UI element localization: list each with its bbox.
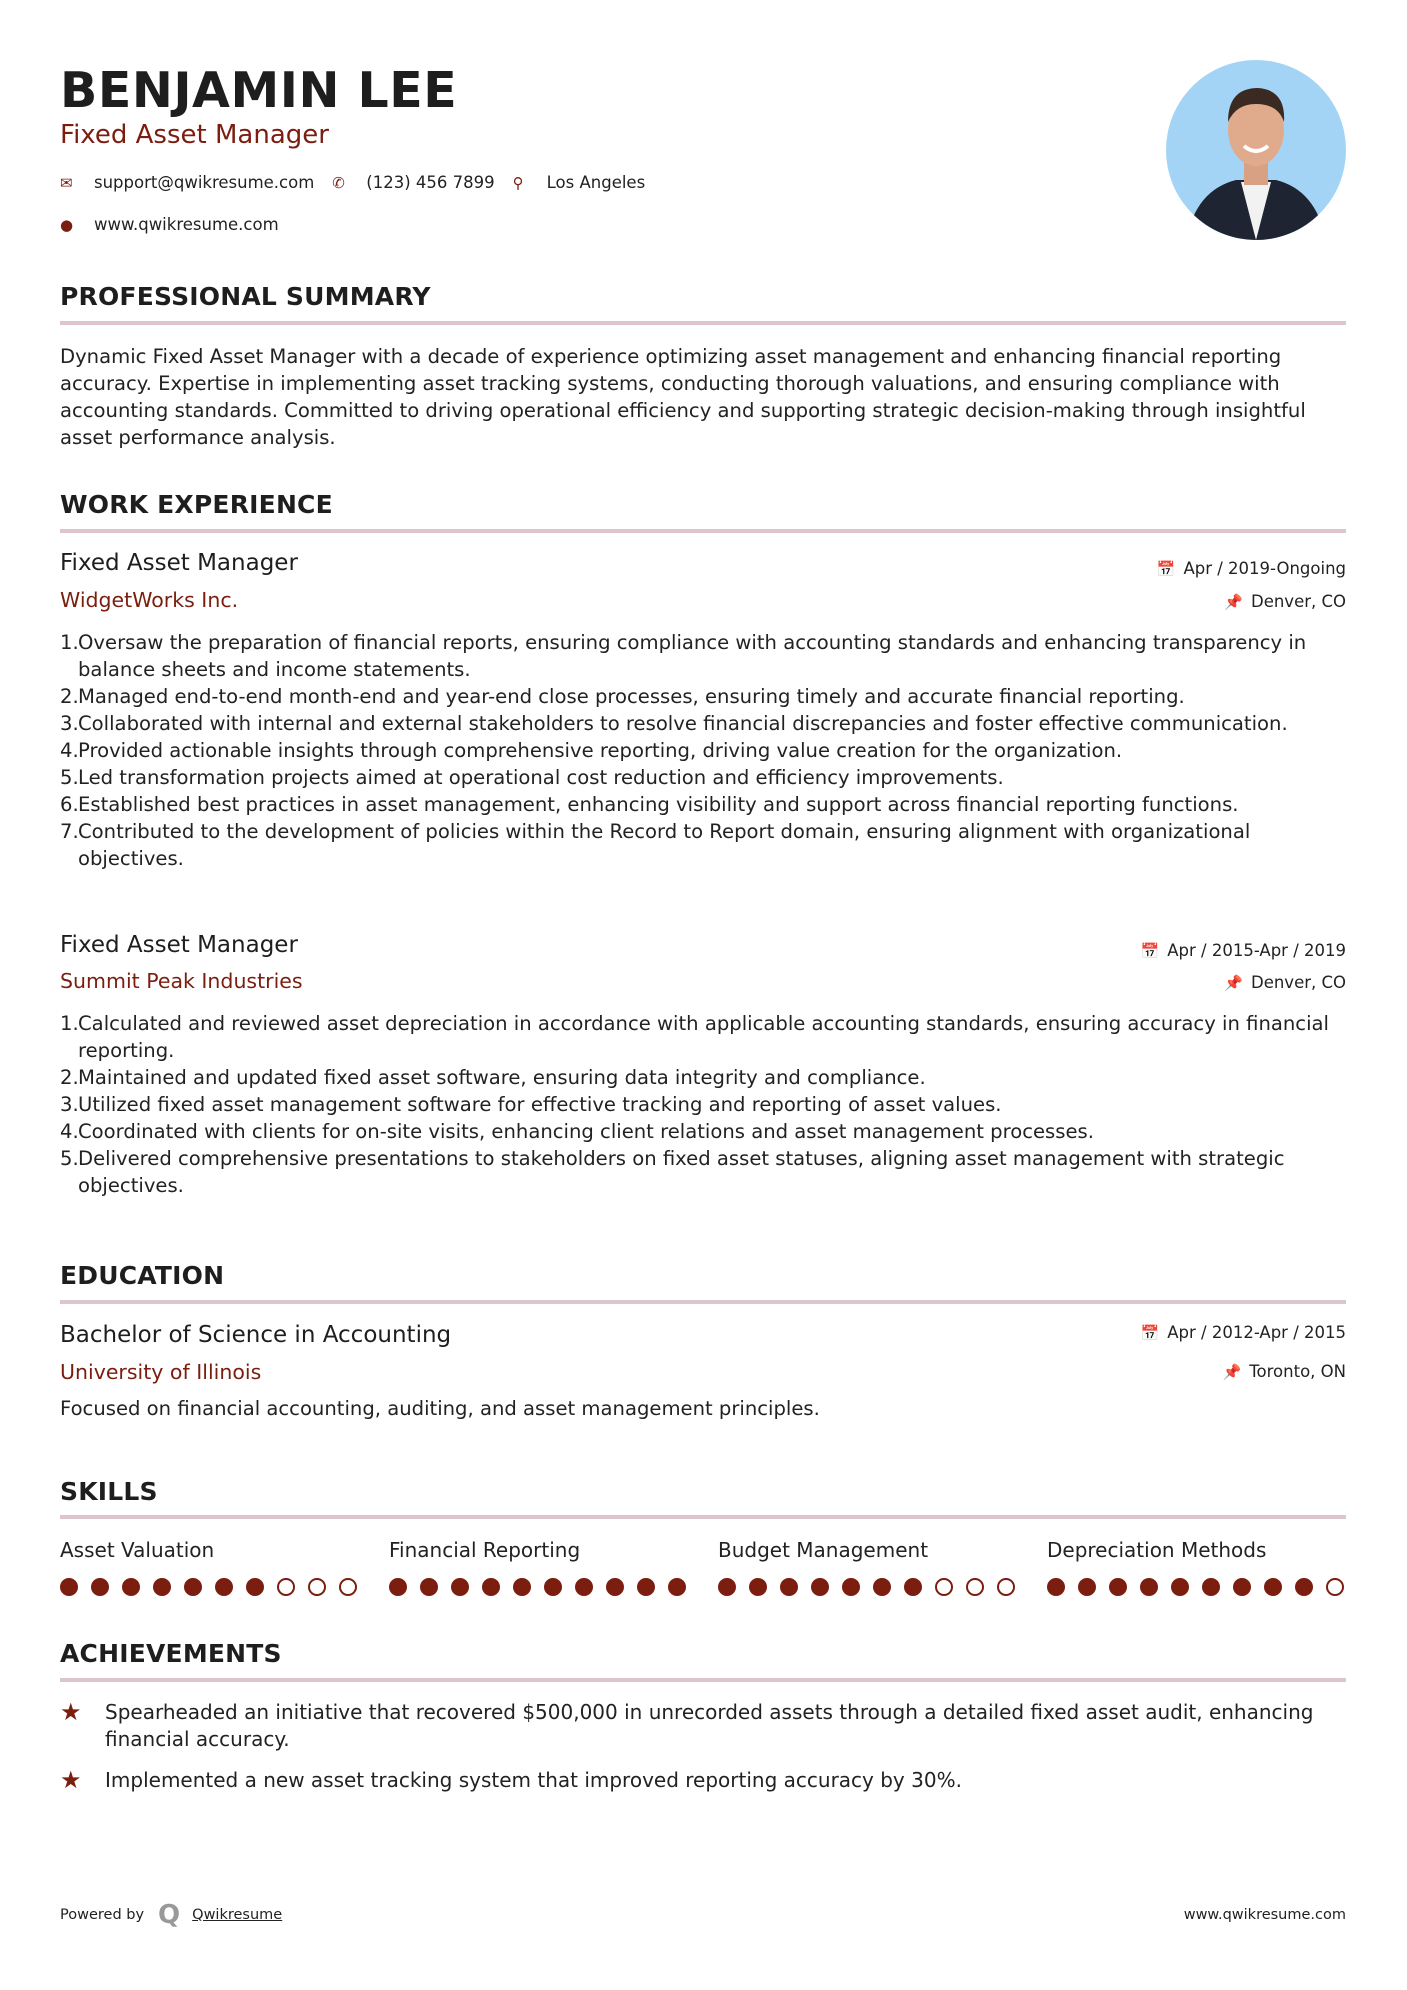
rating-dot-filled [215,1578,233,1596]
education-heading: EDUCATION [60,1261,225,1290]
rating-dot-empty [1326,1578,1344,1596]
rating-dot-filled [668,1578,686,1596]
list-item: Led transformation projects aimed at operational cost reduction and efficiency improvements. [78,766,1004,789]
rating-dot-filled [637,1578,655,1596]
achievement-text: Implemented a new asset tracking system that improved reporting accuracy by 30%. [105,1768,962,1792]
email-icon: ✉ [60,173,73,192]
rating-dot-filled [513,1578,531,1596]
job-company: WidgetWorks Inc. [60,588,239,612]
website-row [60,215,297,234]
edu-location [1223,1362,1346,1381]
location-text: Denver, CO [1250,973,1346,992]
pin-icon: 📌 [1224,974,1243,992]
rating-dot-filled [1140,1578,1158,1596]
rating-dot-filled [184,1578,202,1596]
contact-row [60,173,663,192]
rating-dot-filled [451,1578,469,1596]
skill-name: Financial Reporting [389,1538,581,1562]
candidate-name: BENJAMIN LEE [60,62,458,119]
rating-dot-filled [842,1578,860,1596]
achievements-heading: ACHIEVEMENTS [60,1639,282,1668]
calendar-icon: 📅 [1140,942,1160,960]
achievement-item [60,1699,1350,1753]
list-item: Utilized fixed asset management software for effective tracking and reporting of asset values. [78,1093,1002,1116]
edu-description: Focused on financial accounting, auditing, and asset management principles. [60,1397,820,1420]
summary-text: Dynamic Fixed Asset Manager with a decade of experience optimizing asset management and enhancing financial reporting accuracy. Expertise in implementing asset tracking systems, conducting thorough valuations, and ensuring compliance with accounting standards. Committed to driving operational efficiency and supporting strategic decision-making through insightful asset performance analysis. [60,345,1306,449]
list-item: Maintained and updated fixed asset software, ensuring data integrity and compliance. [78,1066,926,1089]
rating-dot-filled [1109,1578,1127,1596]
list-item: Managed end-to-end month-end and year-end close processes, ensuring timely and accurate financial reporting. [78,685,1185,708]
rating-dot-empty [997,1578,1015,1596]
qwikresume-logo-icon: Q [158,1900,181,1930]
rating-dot-filled [1264,1578,1282,1596]
skill-rating [718,1578,1018,1596]
rating-dot-empty [966,1578,984,1596]
date-text: Apr / 2012-Apr / 2015 [1167,1323,1346,1342]
achievement-item [60,1767,1350,1794]
divider [60,321,1346,325]
rating-dot-filled [482,1578,500,1596]
list-item: Provided actionable insights through comprehensive reporting, driving value creation for the organization. [78,739,1123,762]
rating-dot-filled [575,1578,593,1596]
rating-dot-empty [935,1578,953,1596]
pin-icon: 📌 [1222,1363,1242,1381]
rating-dot-filled [873,1578,891,1596]
rating-dot-filled [1171,1578,1189,1596]
rating-dot-filled [122,1578,140,1596]
skill-item [389,1538,689,1596]
rating-dot-filled [718,1578,736,1596]
list-item: Collaborated with internal and external stakeholders to resolve financial discrepancies and foster effective communication. [78,712,1288,735]
list-item: Contributed to the development of policies within the Record to Report domain, ensuring alignment with organizational objectives. [78,820,1251,870]
skill-item [60,1538,360,1596]
divider [60,1300,1346,1304]
job-date [1141,941,1346,960]
divider [60,1515,1346,1519]
date-text: Apr / 2015-Apr / 2019 [1167,941,1346,960]
powered-by-label: Powered by [60,1907,145,1923]
phone-icon: ✆ [332,173,345,192]
footer-url[interactable]: www.qwikresume.com [1183,1907,1346,1923]
skill-item [718,1538,1018,1596]
rating-dot-filled [1047,1578,1065,1596]
job-company: Summit Peak Industries [60,969,303,993]
edu-date [1141,1323,1346,1342]
list-item: Oversaw the preparation of financial reports, ensuring compliance with accounting standards and enhancing transparency in balance sheets and income statements. [78,631,1307,681]
rating-dot-filled [420,1578,438,1596]
location-text: Denver, CO [1250,592,1346,611]
rating-dot-filled [91,1578,109,1596]
job-title: Fixed Asset Manager [60,550,298,576]
job-title: Fixed Asset Manager [60,932,298,958]
rating-dot-empty [339,1578,357,1596]
rating-dot-filled [60,1578,78,1596]
job-date [1157,559,1346,578]
rating-dot-filled [606,1578,624,1596]
job-location [1224,592,1346,611]
divider [60,1678,1346,1682]
job-bullets [60,629,1350,872]
location: Los Angeles [546,173,646,192]
rating-dot-filled [1078,1578,1096,1596]
rating-dot-filled [1295,1578,1313,1596]
rating-dot-filled [246,1578,264,1596]
list-item: Delivered comprehensive presentations to stakeholders on fixed asset statuses, aligning asset management with strategic objectives. [78,1147,1285,1197]
rating-dot-filled [780,1578,798,1596]
achievement-text: Spearheaded an initiative that recovered $500,000 in unrecorded assets through a detailed fixed asset audit, enhancing financial accuracy. [105,1700,1314,1751]
list-item: Established best practices in asset management, enhancing visibility and support across financial reporting functions. [78,793,1239,816]
summary-heading: PROFESSIONAL SUMMARY [60,282,431,311]
school: University of Illinois [60,1360,262,1384]
skill-rating [389,1578,689,1596]
date-text: Apr / 2019-Ongoing [1183,559,1346,578]
skills-heading: SKILLS [60,1477,158,1506]
rating-dot-filled [1233,1578,1251,1596]
pin-icon: 📌 [1224,593,1243,611]
location-pin-icon: ⚲ [512,173,524,192]
footer-powered [60,1900,282,1930]
email[interactable]: support@qwikresume.com [94,173,315,192]
degree: Bachelor of Science in Accounting [60,1322,452,1348]
skill-item [1047,1538,1347,1596]
skill-rating [1047,1578,1347,1596]
skill-name: Depreciation Methods [1047,1538,1267,1562]
list-item: Calculated and reviewed asset depreciation in accordance with applicable accounting standards, ensuring accuracy in financial reporting. [78,1012,1329,1062]
brand-link[interactable]: Qwikresume [192,1907,283,1923]
rating-dot-filled [153,1578,171,1596]
rating-dot-filled [544,1578,562,1596]
profile-photo [1166,60,1346,240]
job-location [1224,973,1346,992]
star-icon: ★ [60,1766,82,1794]
rating-dot-empty [308,1578,326,1596]
rating-dot-filled [811,1578,829,1596]
skill-rating [60,1578,360,1596]
rating-dot-filled [1202,1578,1220,1596]
website[interactable]: www.qwikresume.com [94,215,279,234]
location-text: Toronto, ON [1249,1362,1346,1381]
calendar-icon: 📅 [1140,1324,1160,1342]
rating-dot-empty [277,1578,295,1596]
job-bullets [60,1010,1350,1199]
phone: (123) 456 7899 [366,173,495,192]
calendar-icon: 📅 [1156,560,1176,578]
list-item: Coordinated with clients for on-site visits, enhancing client relations and asset management processes. [78,1120,1094,1143]
rating-dot-filled [389,1578,407,1596]
skill-name: Budget Management [718,1538,929,1562]
divider [60,529,1346,533]
skill-name: Asset Valuation [60,1538,215,1562]
rating-dot-filled [904,1578,922,1596]
work-heading: WORK EXPERIENCE [60,490,333,519]
rating-dot-filled [749,1578,767,1596]
candidate-title: Fixed Asset Manager [60,120,329,150]
globe-icon: ● [60,215,74,234]
star-icon: ★ [60,1698,82,1726]
